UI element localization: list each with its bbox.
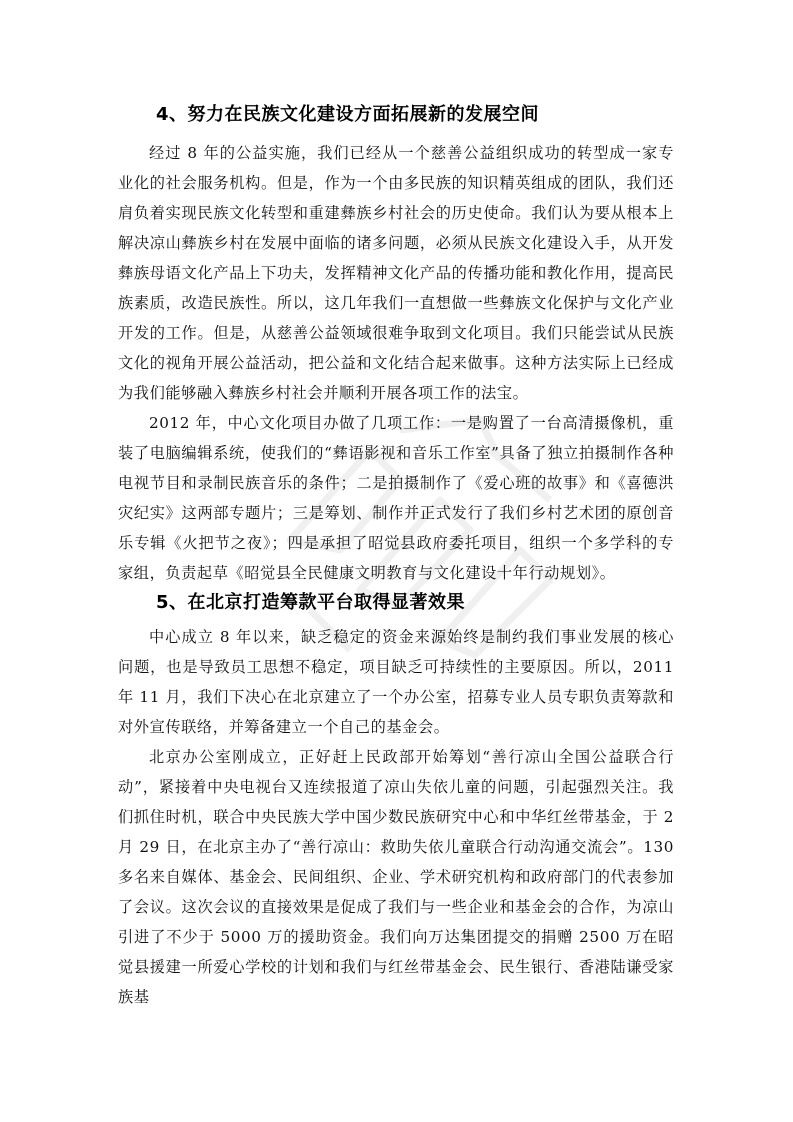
paragraph: 北京办公室刚成立，正好赶上民政部开始筹划“善行凉山全国公益联合行动”，紧接着中央电视台又连续报道了凉山失依儿童的问题，引起强烈关注。我们抓住时机，联合中央民族大学中国少数民族研究中心和中华红丝带基金，于 2 月 29 日，在北京主办了“善行凉山：救助失依儿童联合行动沟通交流会”。130 多名来自媒体、基金会、民间组织、企业、学术研究机构和政府部门的代表参加了会议。这次会议的直接效果是促成了我们与一些企业和基金会的合作，为凉山引进了不少于 5000 万的援助资金。我们向万达集团提交的捐赠 2500 万在昭觉县援建一所爱心学校的计划和我们与红丝带基金会、民生银行、香港陆谦受家族基 — [118, 748, 674, 1006]
paragraph: 经过 8 年的公益实施，我们已经从一个慈善公益组织成功的转型成一家专业化的社会服务机构。但是，作为一个由多民族的知识精英组成的团队，我们还肩负着实现民族文化转型和重建彝族乡村社会的历史使命。我们认为要从根本上解决凉山彝族乡村在发展中面临的诸多问题，必须从民族文化建设入手，从开发彝族母语文化产品上下功夫，发挥精神文化产品的传播功能和教化作用，提高民族素质，改造民族性。所以，这几年我们一直想做一些彝族文化保护与文化产业开发的工作。但是，从慈善公益领域很难争取到文化项目。我们只能尝试从民族文化的视角开展公益活动，把公益和文化结合起来做事。这种方法实际上已经成为我们能够融入彝族乡村社会并顺利开展各项工作的法宝。 — [118, 144, 674, 402]
paragraph: 2012 年，中心文化项目办做了几项工作：一是购置了一台高清摄像机，重装了电脑编辑系统，使我们的“彝语影视和音乐工作室”具备了独立拍摄制作各种电视节目和录制民族音乐的条件；二是拍摄制作了《爱心班的故事》和《喜德洪灾纪实》这两部专题片；三是筹划、制作并正式发行了我们乡村艺术团的原创音乐专辑《火把节之夜》；四是承担了昭觉县政府委托项目，组织一个多学科的专家组，负责起草《昭觉县全民健康文明教育与文化建设十年行动规划》。 — [118, 414, 674, 582]
section-4 — [118, 102, 674, 588]
section-heading: 4、努力在民族文化建设方面拓展新的发展空间 — [156, 104, 540, 125]
paragraph: 中心成立 8 年以来，缺乏稳定的资金来源始终是制约我们事业发展的核心问题，也是导致员工思想不稳定，项目缺乏可持续性的主要原因。所以，2011 年 11 月，我们下决心在北京建立了一个办公室，招募专业人员专职负责筹款和对外宣传联络，并筹备建立一个自己的基金会。 — [118, 628, 674, 736]
section-5 — [118, 590, 674, 1012]
document-body — [118, 100, 674, 1012]
section-heading: 5、在北京打造筹款平台取得显著效果 — [156, 592, 466, 613]
